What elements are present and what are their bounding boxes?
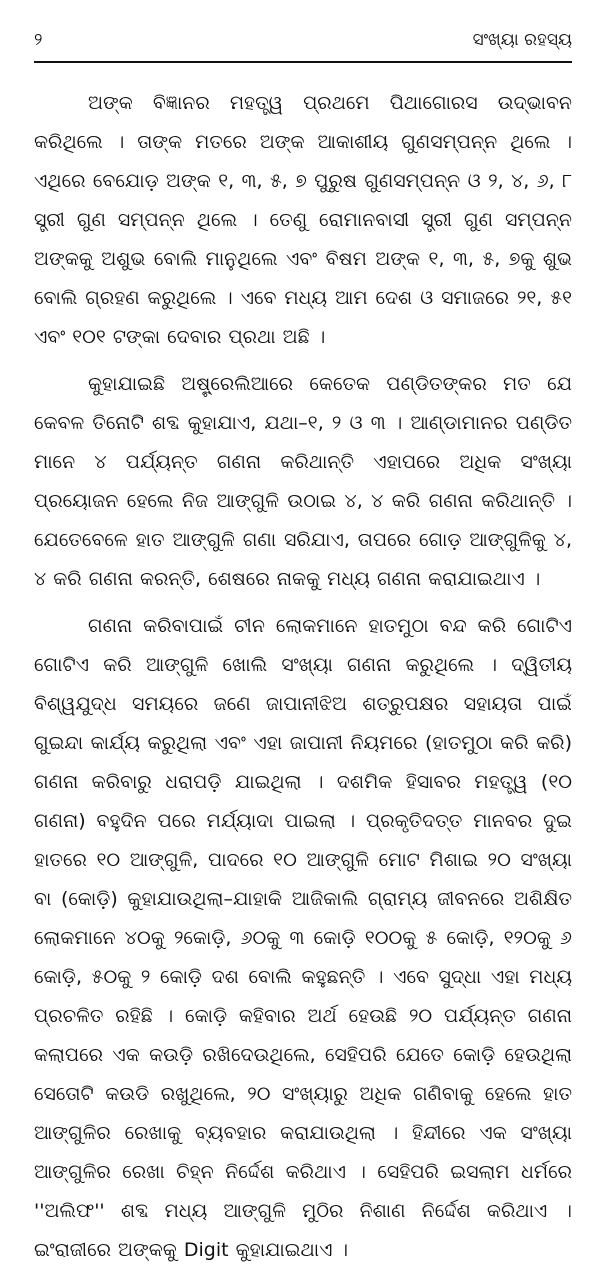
page-header — [34, 26, 572, 54]
running-title: ସଂଖ୍ୟା ରହସ୍ୟ — [472, 30, 572, 50]
header-rule — [34, 61, 572, 63]
body-text — [34, 84, 572, 1278]
paragraph-1: ଅଙ୍କ ବିଜ୍ଞାନର ମହତ୍ତ୍ୱ ପ୍ରଥମେ ପିଥାଗୋରସ ଉଦ୍ଭାବନ କରିଥିଲେ । ତାଙ୍କ ମତରେ ଅଙ୍କ ଆକାଶୀୟ ଗୁଣସମ୍ପନ୍ନ ଥିଲେ । ଏଥିରେ ବେଯୋଡ଼ ଅଙ୍କ ୧, ୩, ୫, ୭ ପୁରୁଷ ଗୁଣସମ୍ପନ୍ନ ଓ ୨, ୪, ୬, ୮ ସ୍ତ୍ରୀ ଗୁଣ ସମ୍ପନ୍ନ ଥିଲେ । ତେଣୁ ରୋମାନବାସୀ ସ୍ତ୍ରୀ ଗୁଣ ସମ୍ପନ୍ନ ଅଙ୍କକୁ ଅଶୁଭ ବୋଲି ମାନୁଥିଲେ ଏବଂ ବିଷମ ଅଙ୍କ ୧, ୩, ୫, ୭କୁ ଶୁଭ ବୋଲି ଗ୍ରହଣ କରୁଥିଲେ । ଏବେ ମଧ୍ୟ ଆମ ଦେଶ ଓ ସମାଜରେ ୨୧, ୫୧ ଏବଂ ୧୦୧ ଟଙ୍କା ଦେବାର ପ୍ରଥା ଅଛି । — [34, 92, 572, 348]
paragraph-2: କୁହାଯାଇଛି ଅଷ୍ଟ୍ରେଲିଆରେ କେତେକ ପଣ୍ଡିତଙ୍କର ମତ ଯେ କେବଳ ତିନୋଟି ଶବ୍ଦ କୁହାଯାଏ, ଯଥା–୧, ୨ ଓ ୩ । ଆଣ୍ଡାମାନର ପଣ୍ଡିତ ମାନେ ୪ ପର୍ଯ୍ୟନ୍ତ ଗଣନା କରିଥାନ୍ତି ଏହାପରେ ଅଧିକ ସଂଖ୍ୟା ପ୍ରୟୋଜନ ହେଲେ ନିଜ ଆଙ୍ଗୁଳି ଉଠାଇ ୪, ୪ କରି ଗଣନା କରିଥାନ୍ତି । ଯେତେବେଳେ ହାତ ଆଙ୍ଗୁଳି ଗଣା ସରିଯାଏ, ତାପରେ ଗୋଡ଼ ଆଙ୍ଗୁଳିକୁ ୪, ୪ କରି ଗଣନା କରନ୍ତି, ଶେଷରେ ନାକକୁ ମଧ୍ୟ ଗଣନା କରାଯାଇଥାଏ । — [34, 373, 572, 590]
paragraph-3: ଗଣନା କରିବାପାଇଁ ଚୀନ ଲୋକମାନେ ହାତମୁଠା ବନ୍ଦ କରି ଗୋଟିଏ ଗୋଟିଏ କରି ଆଙ୍ଗୁଳି ଖୋଲି ସଂଖ୍ୟା ଗଣନା କରୁଥିଲେ । ଦ୍ୱିତୀୟ ବିଶ୍ୱଯୁଦ୍ଧ ସମୟରେ ଜଣେ ଜାପାନୀଝିଅ ଶତ୍ରୁପକ୍ଷର ସହାୟତା ପାଇଁ ଗୁଇନ୍ଦା କାର୍ଯ୍ୟ କରୁଥିଲା ଏବଂ ଏହା ଜାପାନୀ ନିୟମରେ (ହାତମୁଠା କରି କରି) ଗଣନା କରିବାରୁ ଧରାପଡ଼ି ଯାଇଥିଲା । ଦଶମିକ ହିସାବର ମହତ୍ତ୍ୱ (୧୦ ଗଣନା) ବହୁଦିନ ପରେ ମର୍ଯ୍ୟାଦା ପାଇଲା । ପ୍ରକୃତିଦତ୍ତ ମାନବର ଦୁଇ ହାତରେ ୧୦ ଆଙ୍ଗୁଳି, ପାଦରେ ୧୦ ଆଙ୍ଗୁଳି ମୋଟ ମିଶାଇ ୨୦ ସଂଖ୍ୟା ବା (କୋଡ଼ି) କୁହାଯାଉଥିଲା–ଯାହାକି ଆଜିକାଲି ଗ୍ରାମ୍ୟ ଜୀବନରେ ଅଶିକ୍ଷିତ ଲୋକମାନେ ୪୦କୁ ୨କୋଡ଼ି, ୬୦କୁ ୩ କୋଡ଼ି ୧୦୦କୁ ୫ କୋଡ଼ି, ୧୨୦କୁ ୬ କୋଡ଼ି, ୫୦କୁ ୨ କୋଡ଼ି ଦଶ ବୋଲି କହୁଛନ୍ତି । ଏବେ ସୁଦ୍ଧା ଏହା ମଧ୍ୟ ପ୍ରଚଳିତ ରହିଛି । କୋଡ଼ି କହିବାର ଅର୍ଥ ହେଉଛି ୨୦ ପର୍ଯ୍ୟନ୍ତ ଗଣନା କଲାପରେ ଏକ କଉଡ଼ି ରଖିଦେଉଥିଲେ, ସେହିପରି ଯେତେ କୋଡ଼ି ହେଉଥିଲା ସେତୋଟି କଉଡି ରଖୁଥିଲେ, ୨୦ ସଂଖ୍ୟାରୁ ଅଧିକ ଗଣିବାକୁ ହେଲେ ହାତ ଆଙ୍ଗୁଳିର ରେଖାକୁ ବ୍ୟବହାର କରାଯାଉଥିଲା । ହିନ୍ଦୀରେ ଏକ ସଂଖ୍ୟା ଆଙ୍ଗୁଳିର ରେଖା ଚିହ୍ନ ନିର୍ଦ୍ଦେଶ କରିଥାଏ । ସେହିପରି ଇସଲାମ ଧର୍ମରେ ''ଅଲିଫ'' ଶବ୍ଦ ମଧ୍ୟ ଆଙ୍ଗୁଳି ମୁଠିର ନିଶାଣ ନିର୍ଦ୍ଦେଶ କରିଥାଏ । ଇଂରାଜୀରେ ଅଙ୍କକୁ Digit କୁହାଯାଇଥାଏ । — [34, 615, 572, 1261]
page-number: ୨ — [34, 30, 43, 50]
